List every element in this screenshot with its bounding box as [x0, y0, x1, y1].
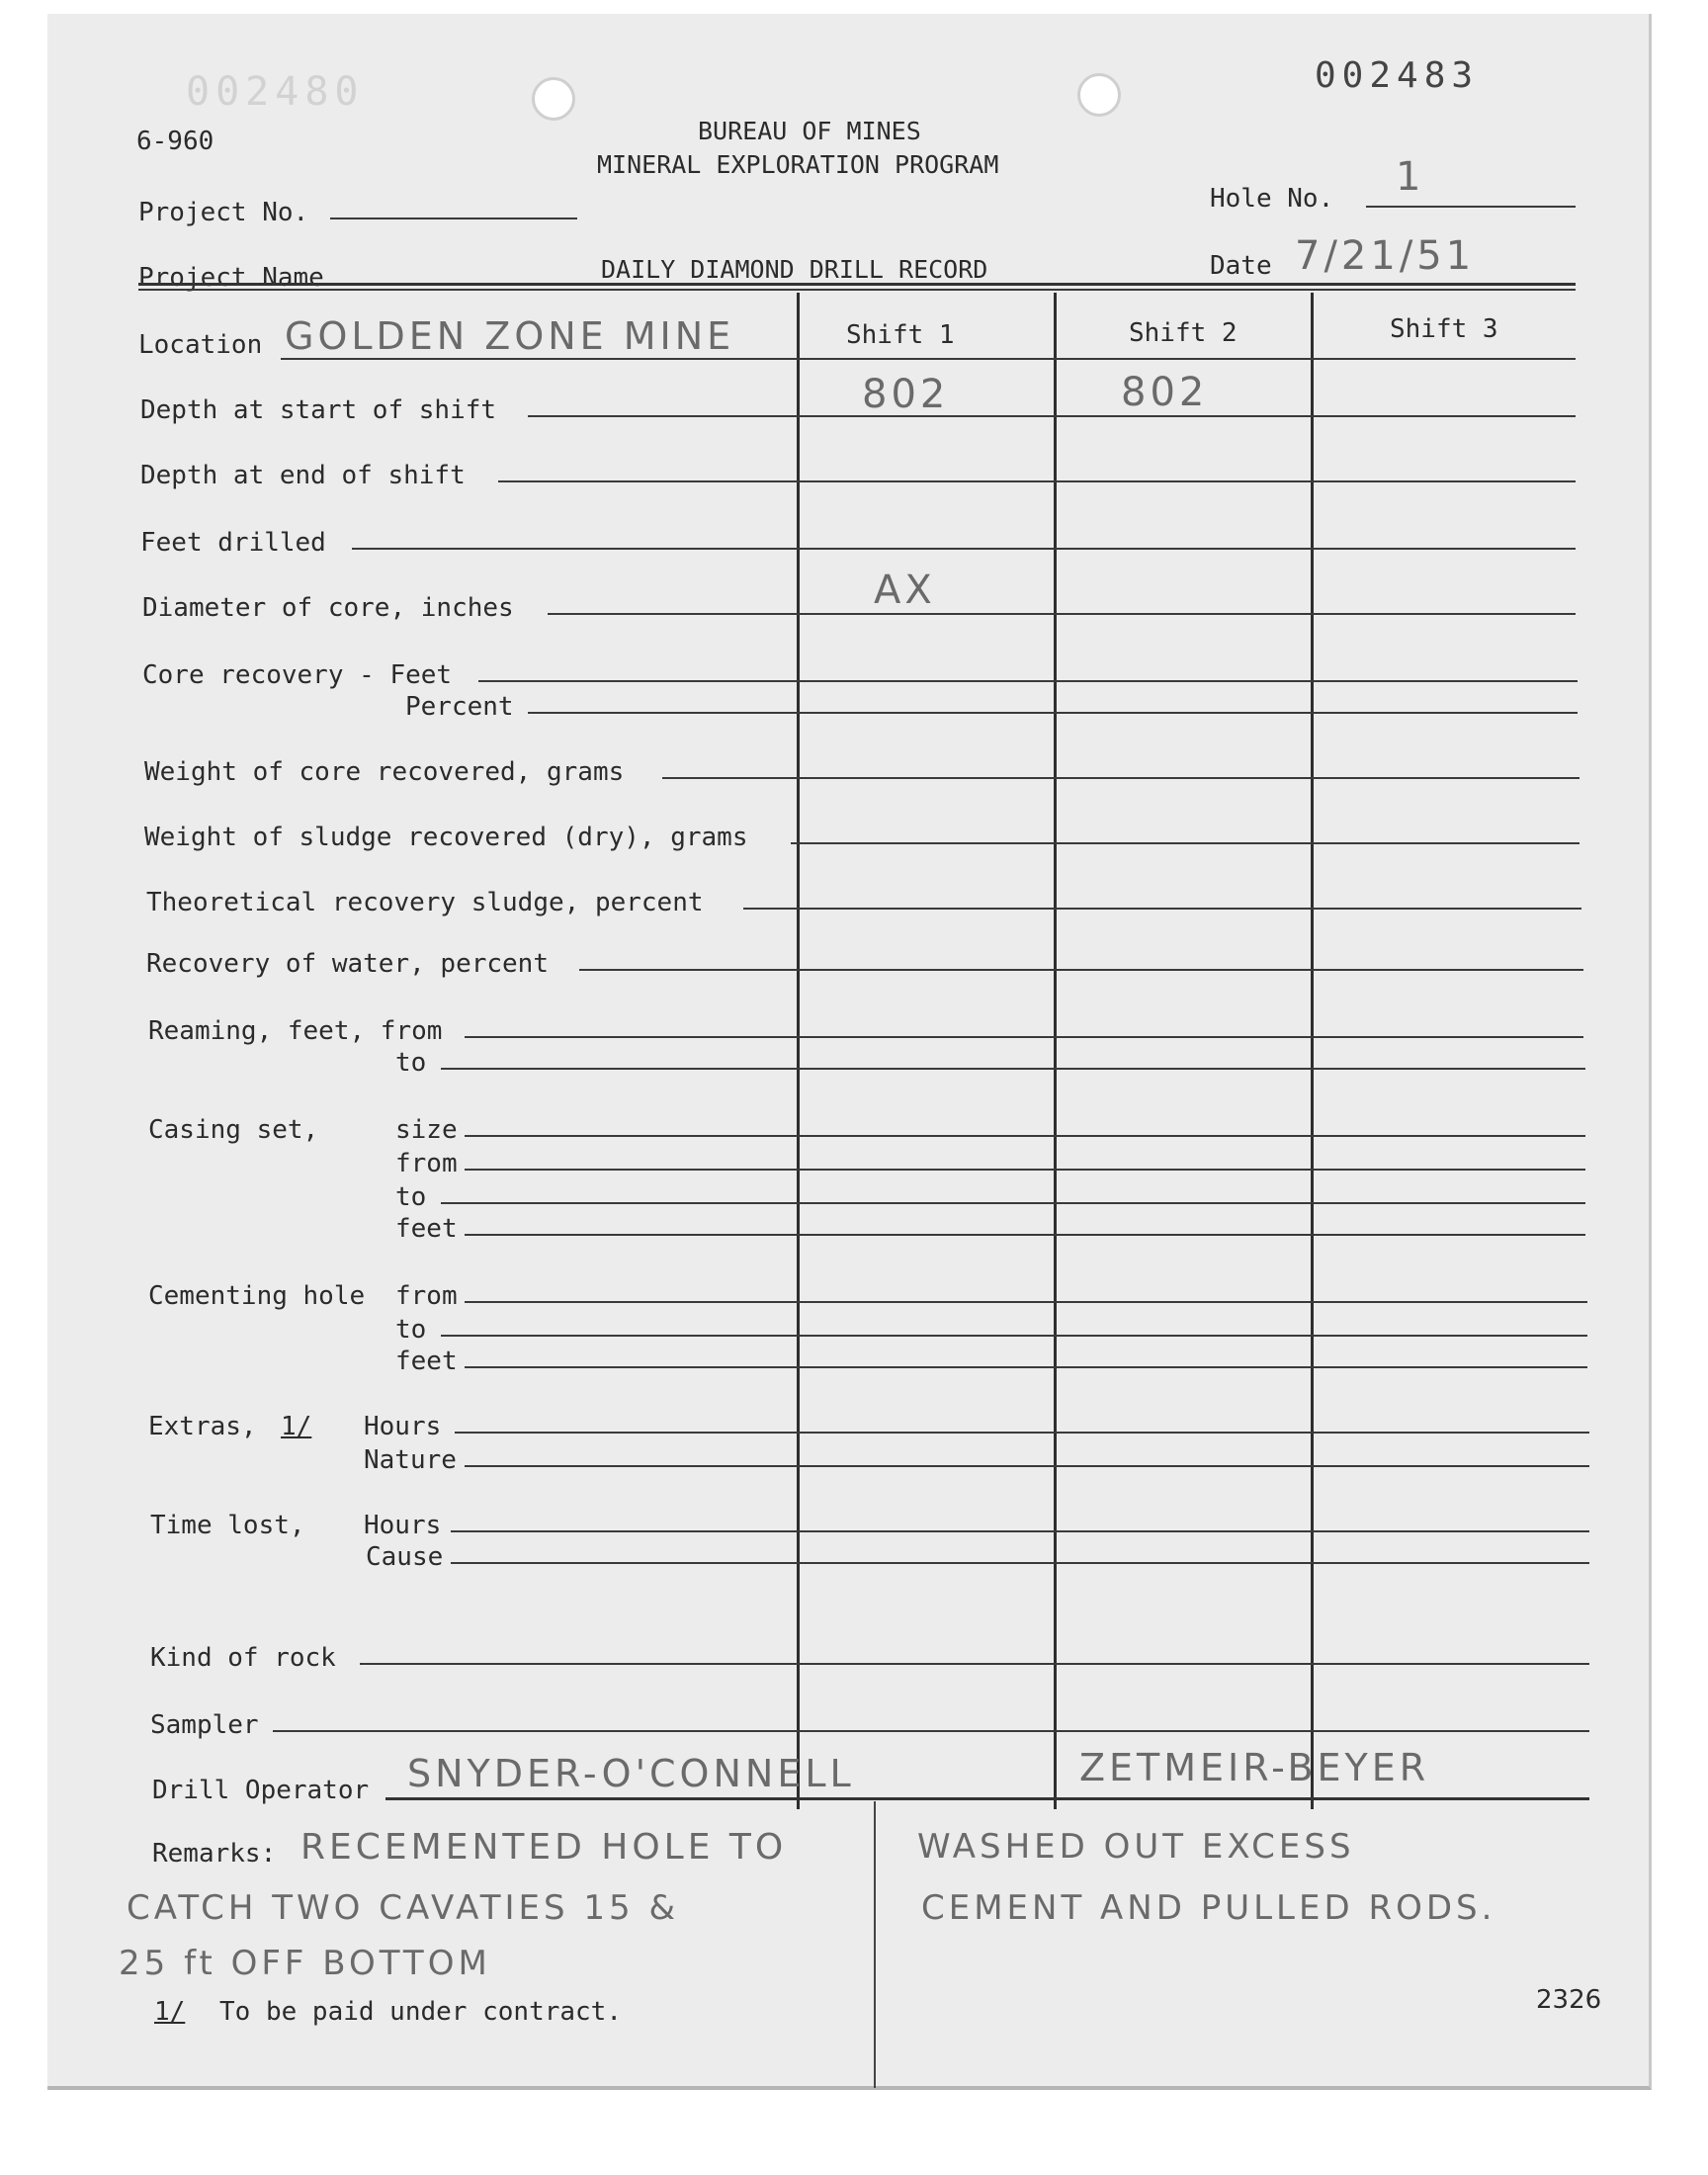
casing-from-label: from	[395, 1149, 458, 1178]
project-no-line[interactable]	[330, 218, 577, 219]
reaming-from-line[interactable]	[465, 1036, 1583, 1038]
shift-1-header: Shift 1	[846, 320, 955, 350]
core-diameter-line[interactable]	[548, 613, 1576, 615]
shift-3-header: Shift 3	[1390, 314, 1498, 344]
punch-hole-right	[1077, 73, 1121, 117]
program-title: MINERAL EXPLORATION PROGRAM	[597, 150, 999, 179]
cementing-to-line[interactable]	[441, 1335, 1587, 1337]
punch-hole-left	[532, 77, 575, 121]
cementing-from-label: from	[395, 1281, 458, 1311]
core-recovery-percent-label: Percent	[405, 692, 514, 722]
casing-from-line[interactable]	[465, 1169, 1585, 1171]
location-line[interactable]	[281, 358, 1576, 360]
time-lost-cause-line[interactable]	[451, 1562, 1589, 1564]
page-number: 2326	[1536, 1985, 1602, 2015]
cementing-feet-label: feet	[395, 1347, 458, 1376]
casing-label: Casing set,	[148, 1115, 319, 1145]
column-divider-1	[797, 293, 800, 1809]
casing-to-line[interactable]	[441, 1202, 1585, 1204]
location-label: Location	[138, 330, 263, 360]
feet-drilled-label: Feet drilled	[140, 528, 326, 558]
reaming-to-line[interactable]	[441, 1068, 1585, 1070]
time-lost-cause-label: Cause	[366, 1542, 444, 1572]
core-recovery-percent-line[interactable]	[528, 712, 1578, 714]
depth-end-label: Depth at end of shift	[140, 461, 466, 490]
sampler-label: Sampler	[150, 1710, 259, 1740]
time-lost-label: Time lost,	[150, 1511, 305, 1540]
remarks-left-line2: CATCH TWO CAVATIES 15 &	[127, 1888, 679, 1928]
depth-start-shift2: 802	[1121, 370, 1209, 415]
date-value: 7/21/51	[1295, 233, 1476, 279]
recovery-water-label: Recovery of water, percent	[146, 949, 549, 979]
project-name-rule-2	[138, 289, 1576, 291]
casing-size-line[interactable]	[465, 1135, 1585, 1137]
depth-end-line[interactable]	[498, 480, 1576, 482]
cementing-feet-line[interactable]	[465, 1366, 1587, 1368]
drill-operator-shift2: ZETMEIR-BEYER	[1079, 1746, 1430, 1789]
sampler-line[interactable]	[273, 1730, 1589, 1732]
casing-feet-line[interactable]	[465, 1234, 1585, 1236]
extras-label: Extras,	[148, 1412, 257, 1441]
document-number: 002483	[1315, 55, 1480, 96]
kind-of-rock-line[interactable]	[360, 1663, 1589, 1665]
remarks-left-line1: RECEMENTED HOLE TO	[300, 1827, 788, 1868]
project-no-label: Project No.	[138, 198, 309, 227]
bureau-title: BUREAU OF MINES	[698, 117, 921, 145]
depth-start-line[interactable]	[528, 415, 1576, 417]
weight-core-label: Weight of core recovered, grams	[144, 757, 625, 787]
weight-sludge-line[interactable]	[791, 842, 1580, 844]
casing-feet-label: feet	[395, 1214, 458, 1244]
weight-core-line[interactable]	[662, 777, 1580, 779]
weight-sludge-label: Weight of sludge recovered (dry), grams	[144, 823, 748, 852]
hole-no-value: 1	[1396, 154, 1425, 200]
remarks-left-line3: 25 ft OFF BOTTOM	[119, 1944, 491, 1983]
feet-drilled-line[interactable]	[352, 548, 1576, 550]
cementing-label: Cementing hole	[148, 1281, 366, 1311]
depth-start-shift1: 802	[862, 372, 950, 417]
location-value: GOLDEN ZONE MINE	[285, 314, 735, 358]
footnote-text: To be paid under contract.	[219, 1997, 622, 2027]
core-diameter-label: Diameter of core, inches	[142, 593, 514, 623]
core-recovery-feet-line[interactable]	[478, 680, 1578, 682]
theoretical-sludge-line[interactable]	[743, 908, 1581, 910]
extras-nature-label: Nature	[364, 1445, 457, 1475]
date-label: Date	[1210, 251, 1272, 281]
drill-operator-shift1: SNYDER-O'CONNELL	[407, 1752, 855, 1795]
remarks-divider	[874, 1801, 876, 2088]
reaming-to-label: to	[395, 1048, 427, 1078]
cementing-from-line[interactable]	[465, 1301, 1587, 1303]
kind-of-rock-label: Kind of rock	[150, 1643, 336, 1673]
extras-hours-label: Hours	[364, 1412, 442, 1441]
shift-2-header: Shift 2	[1129, 318, 1238, 348]
time-lost-hours-line[interactable]	[451, 1530, 1589, 1532]
recovery-water-line[interactable]	[579, 969, 1583, 971]
drill-operator-label: Drill Operator	[152, 1776, 370, 1805]
project-name-label: Project Name	[138, 263, 324, 293]
extras-hours-line[interactable]	[455, 1432, 1589, 1434]
remarks-label: Remarks:	[152, 1839, 277, 1869]
theoretical-sludge-label: Theoretical recovery sludge, percent	[146, 888, 704, 917]
hole-no-line[interactable]	[1366, 206, 1576, 208]
cementing-to-label: to	[395, 1315, 427, 1345]
core-diameter-shift1: AX	[874, 567, 936, 613]
drill-operator-line[interactable]	[385, 1797, 1589, 1800]
time-lost-hours-label: Hours	[364, 1511, 442, 1540]
project-name-rule	[138, 283, 1576, 286]
remarks-right-line1: WASHED OUT EXCESS	[917, 1827, 1355, 1867]
footnote-mark: 1/	[154, 1997, 186, 2027]
reaming-from-label: Reaming, feet, from	[148, 1016, 443, 1046]
form-title: DAILY DIAMOND DRILL RECORD	[601, 255, 988, 284]
extras-nature-line[interactable]	[465, 1465, 1589, 1467]
form-code: 6-960	[136, 127, 214, 156]
ghost-number: 002480	[186, 69, 365, 115]
extras-footnote-mark: 1/	[281, 1412, 312, 1441]
column-divider-2	[1054, 293, 1057, 1809]
depth-start-label: Depth at start of shift	[140, 395, 497, 425]
remarks-right-line2: CEMENT AND PULLED RODS.	[921, 1888, 1496, 1928]
column-divider-3	[1311, 293, 1314, 1809]
core-recovery-feet-label: Core recovery - Feet	[142, 660, 453, 690]
casing-to-label: to	[395, 1182, 427, 1212]
casing-size-label: size	[395, 1115, 458, 1145]
hole-no-label: Hole No.	[1210, 184, 1334, 214]
